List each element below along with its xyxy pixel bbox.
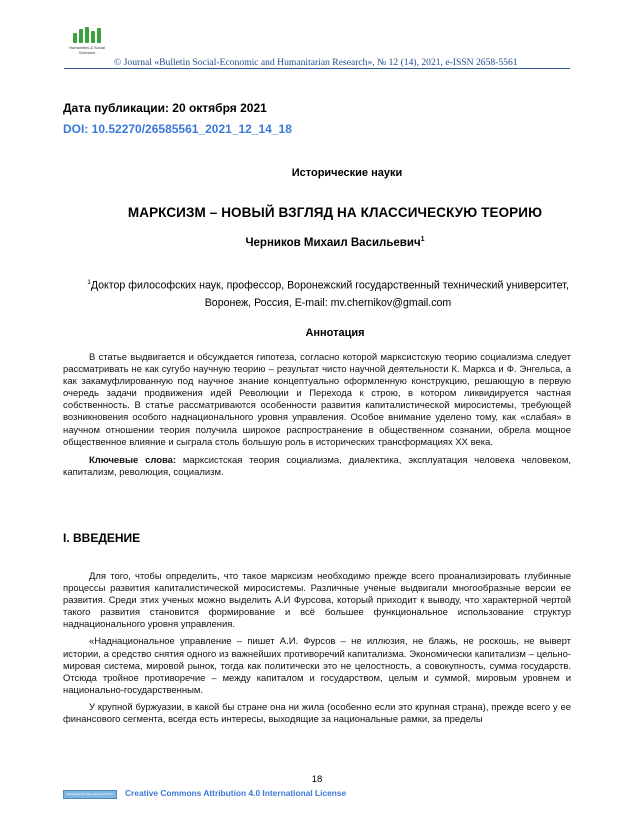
header-divider <box>64 68 570 69</box>
page-number: 18 <box>311 774 323 785</box>
body-paragraph: У крупной буржуазии, в какой бы стране она ни жила (особенно если это крупная страна), прежде всего у ее финансового сегмента, всегда есть интересы, выходящие за национальные рамки, за пределы <box>63 701 571 726</box>
doi-link[interactable]: DOI: 10.52270/26585561_2021_12_14_18 <box>63 122 292 136</box>
logo-caption: Humanities & Social Sciences <box>69 45 105 55</box>
abstract-text: В статье выдвигается и обсуждается гипотеза, согласно которой марксистскую теорию социализма следует рассматривать не как сугубо научную теорию – результат чисто научной деятельности К. Маркса и Ф. Энгельса, а как закамуфлированную под научное знание концептуально оформленную конструкцию, решающую в первую очередь задачи продвижения идей Революции и Перехода к строю, в котором ликвидируется частная собственность. В статье рассматриваются особенности развития капиталистической миросистемы, требующей возникновения особого наднационального уровня управления. Особое внимание уделено тому, как «слабая» в научном отношении теория получила широкое распространение в общественном сознании, обрела мощное общественное влияние и сыграла столь большую роль в исторических трансформациях XX века. <box>63 352 571 448</box>
author-affiliation <box>84 274 572 312</box>
author-name <box>0 236 634 249</box>
affiliation-mark: 1 <box>87 279 91 286</box>
license-link[interactable]: Creative Commons Attribution 4.0 International License <box>125 788 347 798</box>
author-name-text: Черников Михаил Васильевич <box>245 236 421 249</box>
section-heading: I. ВВЕДЕНИЕ <box>63 531 141 545</box>
journal-logo <box>65 27 109 61</box>
abstract-heading: Аннотация <box>305 327 365 339</box>
cc-badge-text: Attribution 4.0 International (CC BY 4.0) <box>66 792 114 803</box>
affiliation-text: Доктор философских наук, профессор, Воронежский государственный технический университет, Воронеж, Россия, E-mail: mv.chernikov@gmail.com <box>90 279 569 309</box>
keywords-paragraph <box>63 455 571 479</box>
journal-citation-line: © Journal «Bulletin Social-Economic and Humanitarian Research», № 12 (14), 2021, e-ISSN 2658-5561 <box>114 57 518 68</box>
body-paragraph: «Наднациональное управление – пишет А.И. Фурсов – не иллюзия, не блажь, не роскошь, не выверт истории, а средство снятия одного из важнейших противоречий капитализма. Экономически капитализм – цельно-мировая система, мировой рынок, тогда как политически это не целостность, а совокупность, сумма государств. Отсюда тройное противоречие – между капиталом и государством, целым и суммой, мировым уровнем и национально-государственным. <box>63 636 571 696</box>
keywords-label: Ключевые слова: <box>89 454 177 466</box>
abstract-body <box>63 352 571 479</box>
keywords-text: марксистская теория социализма, диалектика, эксплуатация человека человеком, капитализм, революция, социализм. <box>63 454 571 478</box>
author-mark: 1 <box>420 236 425 243</box>
publication-date: Дата публикации: 20 октября 2021 <box>63 101 267 115</box>
article-category: Исторические науки <box>291 167 403 179</box>
section-body <box>63 571 571 726</box>
logo-bars-icon <box>65 27 109 43</box>
cc-license-badge[interactable] <box>63 790 117 803</box>
body-paragraph: Для того, чтобы определить, что такое марксизм необходимо прежде всего проанализировать глубинные процессы развития капиталистической миросистемы. Различные ученые выдвигали многообразные версии ее развития. Среди этих ученых можно выделить А.И Фурсова, который приходит к выводу, что характерной чертой такого развития становится формирование и всё большее функциональное использование структур наднационального уровня управления. <box>63 571 571 631</box>
article-title: МАРКСИЗМ – НОВЫЙ ВЗГЛЯД НА КЛАССИЧЕСКУЮ ТЕОРИЮ <box>127 205 543 220</box>
